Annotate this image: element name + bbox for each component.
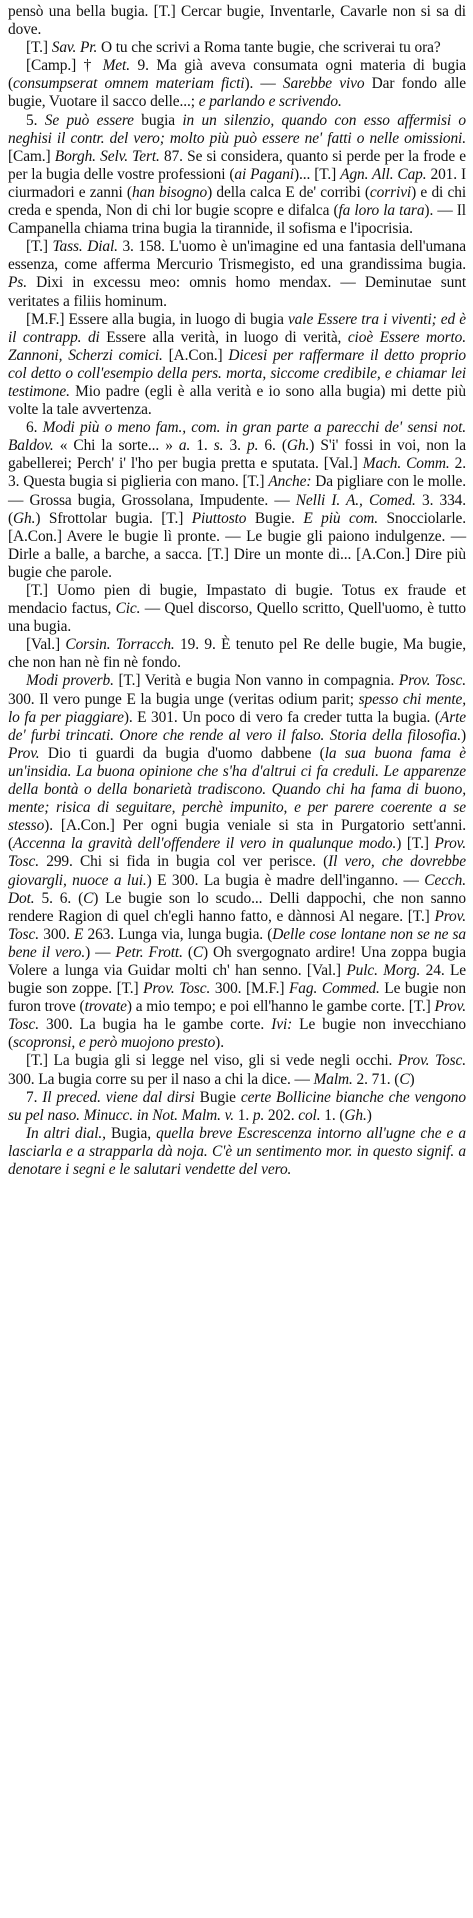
text-run: Bugie <box>194 1088 241 1106</box>
text-run: 7. <box>26 1088 43 1106</box>
text-run: ). <box>215 1034 224 1052</box>
text-run: Le bugie non invecchiano ( <box>8 1016 466 1052</box>
text-run: Bugie. <box>246 509 304 527</box>
italic-text: Nelli I. A., Comed. <box>295 491 416 509</box>
italic-text: a. <box>178 437 191 455</box>
text-run: Le bugie non furon trove ( <box>8 980 466 1016</box>
text-run: ) — <box>85 943 116 961</box>
italic-text: Anche: <box>268 473 312 491</box>
entry-paragraph <box>8 1089 466 1125</box>
text-run: ). E 301. Un poco di vero fa creder tutta la bugia. ( <box>123 708 440 726</box>
italic-text: ai Pagani <box>234 165 294 183</box>
text-run: 299. Chi si fida in bugia col ver perisce. ( <box>39 853 329 871</box>
italic-text: Ivi: <box>271 1016 293 1034</box>
text-run: [M.F.] Essere alla bugia, in luogo di bugia <box>26 310 288 328</box>
text-run: [T.] <box>26 238 53 256</box>
italic-text: fa loro la tara <box>338 202 425 220</box>
italic-text: col. <box>298 1106 321 1124</box>
italic-text: p. <box>246 437 259 455</box>
text-run: [T.] Verità e bugia Non vanno in compagnia. <box>113 672 399 690</box>
text-run: 202. <box>264 1106 299 1124</box>
italic-text: vale Essere tra i viventi; ed è il contrapp. di <box>8 310 466 346</box>
text-run: Bugia, <box>105 1124 157 1142</box>
entry-paragraph <box>8 582 466 636</box>
italic-text: Dicesi per raffermare il detto proprio col detto o coll'esempio della pers. morta, siccome credibile, e chiamar lei testimone. <box>8 346 467 400</box>
text-run: ) <box>409 1070 415 1088</box>
text-run: [T.] La bugia gli si legge nel viso, gli si vede negli occhi. <box>26 1052 398 1070</box>
text-run: ) e di chi creda e spenda, Non di chi lor bugie scopre e difalca ( <box>8 183 466 220</box>
text-run: 3. 334. ( <box>8 491 467 527</box>
italic-text: Petr. Frott. <box>115 943 183 961</box>
text-run: [Cam.] <box>8 147 55 165</box>
text-run: Snocciolarle. [A.Con.] Avere le bugie lì pronte. — Le bugie gli paiono indulgenze. — Dirle a balle, a barche, a sacca. [T.] Dire un monte di... [A.Con.] Dire più bugie che parole. <box>8 509 466 581</box>
entry-paragraph <box>8 238 466 310</box>
text-run: 300. <box>39 925 74 943</box>
text-run: 3. 158. L'uomo è un'imagine ed una fantasia dell'umana essenza, come afferma Mercurio Trismegisto, ed una grandissima bugia. <box>8 238 466 274</box>
italic-text: C <box>399 1070 410 1088</box>
italic-text: Cecch. Dot. <box>8 871 466 907</box>
italic-text: Agn. All. Cap. <box>340 165 427 183</box>
text-run: — Quel discorso, Quello scritto, Quell'uomo, è tutto una bugia. <box>8 600 467 636</box>
text-run: 300. La bugia corre su per il naso a chi la dice. — <box>8 1070 314 1088</box>
italic-text: Accenna la gravità dell'offendere il vero in qualunque modo. <box>13 835 397 853</box>
text-run: pensò una bella bugia. [T.] Cercar bugie, Inventarle, Cavarle non si sa di dove. <box>8 3 466 39</box>
entry-paragraph <box>8 39 466 57</box>
italic-text: trovate <box>84 998 127 1016</box>
text-run: ( <box>182 943 193 961</box>
italic-text: Prov. Tosc. <box>8 907 466 943</box>
italic-text: Sav. Pr. <box>51 39 98 57</box>
italic-text: Ps. <box>8 274 27 292</box>
italic-text: quella breve Escrescenza intorno all'ugne che e a lasciarla e a strapparla dà noja. C'è un sentimento mor. in questo signif. a denotare i segni e le salutari vendette del vero. <box>8 1124 466 1178</box>
text-run: [T.] Uomo pien di bugie, Impastato di bugie. Totus ex fraude et mendacio factus, <box>8 582 466 618</box>
text-run: Essere alla verità, in luogo di verità, <box>99 328 348 346</box>
italic-text: Tass. Dial. <box>52 238 118 256</box>
entry-paragraph <box>8 112 466 239</box>
text-run: bugia <box>133 111 183 129</box>
text-run: 6. ( <box>258 437 287 455</box>
italic-text: Prov. Tosc. <box>8 998 466 1034</box>
text-run: 2. 3. Questa bugia si piglieria con mano. [T.] <box>8 455 466 491</box>
text-run: 9. Ma già aveva consumata ogni materia di bugia ( <box>8 57 466 93</box>
entry-paragraph <box>8 419 466 582</box>
text-run: Dio ti guardi da bugia d'uomo dabbene ( <box>39 744 325 762</box>
text-run: Da pigliare con le molle. — Grossa bugia, Grossolana, Impudente. — <box>8 473 466 509</box>
text-run: 6. <box>26 419 43 437</box>
text-run: ). — Il Campanella chiama trina bugia la tirannide, il sofisma e l'ipocrisia. <box>8 202 466 238</box>
italic-text: Mach. Comm. <box>362 455 450 473</box>
italic-text: Borgh. Selv. Tert. <box>54 147 160 165</box>
entry-paragraph <box>8 1052 466 1088</box>
italic-text: Delle cose lontane non se ne sa bene il vero. <box>8 925 466 961</box>
text-run: [Val.] <box>26 636 66 654</box>
italic-text: Gh. <box>344 1106 367 1124</box>
italic-text: Prov. Tosc. <box>8 835 467 871</box>
text-run: ) <box>460 726 466 744</box>
italic-text: p. <box>252 1106 265 1124</box>
text-run: 24. Le bugie son zoppe. [T.] <box>8 961 466 998</box>
text-run: « Chi la sorte... » <box>53 437 179 455</box>
italic-text: Gh. <box>286 437 310 455</box>
text-run: 300. La bugia ha le gambe corte. <box>39 1016 272 1034</box>
text-run: [Camp.] † <box>26 57 103 75</box>
text-run: Dixi in excessu meo: omnis homo mendax. — Deminutae sunt veritates a filiis hominum. <box>8 274 466 310</box>
text-run: 3. <box>223 437 247 455</box>
italic-text: scopronsi, e però muojono presto <box>13 1034 216 1052</box>
text-run: ) della calca E de' corribi ( <box>207 183 370 201</box>
text-run: ) Sfrottolar bugia. [T.] <box>35 509 192 527</box>
text-run: 87. Se si considera, quanto si perde per la frode e per la bugia delle vostre professioni ( <box>8 147 467 183</box>
italic-text: spesso chi mente, lo fa per piaggiare <box>8 690 466 726</box>
text-run: Mio padre (egli è alla verità e io sono alla bugia) mi dette più volte la tale avvertenza. <box>8 382 466 419</box>
italic-text: Il vero, che dovrebbe giovargli, nuoce a lui. <box>8 853 466 889</box>
italic-text: Gh. <box>13 509 36 527</box>
text-run: [T.] <box>26 39 52 57</box>
entry-paragraph <box>8 3 466 39</box>
text-run: ) S'i' fossi in voi, non la gabellerei; Perch' i' l'ho per bugia pretta e sputata. [Val.] <box>8 437 466 473</box>
entry-paragraph <box>8 636 466 672</box>
italic-text: Arte de' furbi trincati. Onore che rende al vero il falso. Storia della filosofia. <box>8 708 467 744</box>
text-run: 2. 71. ( <box>352 1070 400 1088</box>
text-run: ) a mio tempo; e poi ell'hanno le gambe corte. [T.] <box>126 998 435 1016</box>
text-run: 201. I ciurmadori e zanni ( <box>8 165 466 201</box>
text-run: [A.Con.] <box>162 346 229 364</box>
italic-text: Corsin. Torracch. <box>65 636 175 654</box>
text-run: ) <box>366 1106 372 1124</box>
text-run: ). — <box>244 75 283 93</box>
text-run: )... [T.] <box>294 165 341 183</box>
italic-text: Prov. Tosc. <box>398 672 466 690</box>
text-run: ) [T.] <box>396 835 435 853</box>
text-run: 19. 9. È tenuto pel Re delle bugie, Ma bugie, che non han nè fin nè fondo. <box>8 636 466 672</box>
entry-text-column <box>8 3 466 1179</box>
text-run: 263. Lunga via, lunga bugia. ( <box>83 925 273 943</box>
italic-text: Met. <box>102 57 130 75</box>
italic-text: in un silenzio, quando con esso affermisi o neghisi il contr. del vero; molto più può essere ne' fatti o nelle omissioni. <box>8 111 466 147</box>
entry-paragraph <box>8 1125 466 1179</box>
italic-text: Se può essere <box>44 111 134 129</box>
italic-text: cioè Essere morto. Zannoni, Scherzi comici. <box>8 328 467 364</box>
italic-text: C <box>192 943 204 961</box>
italic-text: s. <box>213 437 224 455</box>
text-run: 1. <box>190 437 214 455</box>
text-run: 300. [M.F.] <box>210 980 289 998</box>
text-run: ) E 300. La bugia è madre dell'inganno. — <box>146 871 425 889</box>
text-run: 5. 6. ( <box>34 889 84 907</box>
italic-text: Prov. Tosc. <box>143 980 211 998</box>
text-run: 300. Il vero punge E la bugia unge (veritas odium parit; <box>8 690 359 708</box>
italic-text: C <box>83 889 94 907</box>
italic-text: Cic. <box>115 600 141 618</box>
italic-text: Pulc. Morg. <box>346 961 421 979</box>
italic-text: Sarebbe vivo <box>282 75 365 93</box>
italic-text: Modi più o meno fam., com. in gran parte a parecchi de' sensi not. Baldov. <box>8 419 466 455</box>
text-run: 5. <box>26 111 45 129</box>
italic-text: Malm. <box>313 1070 353 1088</box>
text-run: ). [A.Con.] Per ogni bugia veniale si sta in Purgatorio sett'anni. ( <box>8 817 466 853</box>
italic-text: Prov. Tosc. <box>397 1052 466 1070</box>
text-run: Dar fondo alle bugie, Vuotare il sacco delle...; <box>8 75 466 111</box>
italic-text: Il preced. viene dal dirsi <box>42 1088 195 1106</box>
entry-paragraph <box>8 672 466 1052</box>
text-run: 1. ( <box>320 1106 345 1124</box>
text-run: ) Le bugie son lo scudo... Delli dappochi, che non sanno rendere Ragion di quel ch'egli hanno fatto, e dànnosi Al negare. [T.] <box>8 889 466 925</box>
text-run: O tu che scrivi a Roma tante bugie, che scriverai tu ora? <box>97 39 441 57</box>
italic-text: In altri dial., <box>26 1124 106 1142</box>
italic-text: Fag. Commed. <box>288 980 380 998</box>
italic-text: han bisogno <box>131 183 208 201</box>
italic-text: e parlando e scrivendo. <box>198 93 342 111</box>
italic-text: E più com. <box>303 509 379 527</box>
italic-text: certe Bollicine bianche che vengono su pel naso. Minucc. in Not. Malm. v. <box>8 1088 466 1124</box>
italic-text: Piuttosto <box>191 509 247 527</box>
italic-text: la sua buona fama è un'insidia. La buona opinione che s'ha d'altrui ci fa creduli. Le apparenze della bontà o della bonarietà tradiscono. Quando chi ha fama di buono, mente; risica di seguitare, perchè impunito, e per parere coerente a se stesso <box>8 744 466 835</box>
italic-text: consumpserat omnem materiam ficti <box>13 75 245 93</box>
entry-paragraph <box>8 311 466 420</box>
italic-text: Prov. <box>8 744 40 762</box>
text-run: ) Oh svergognato ardire! Una zoppa bugia Volere a lunga via Guidar molti ch' han senno. [Val.] <box>8 943 467 979</box>
text-run: 1. <box>234 1106 253 1124</box>
italic-text: Modi proverb. <box>26 672 114 690</box>
entry-paragraph <box>8 57 466 111</box>
italic-text: E <box>73 925 84 943</box>
italic-text: corrivi <box>369 183 412 201</box>
